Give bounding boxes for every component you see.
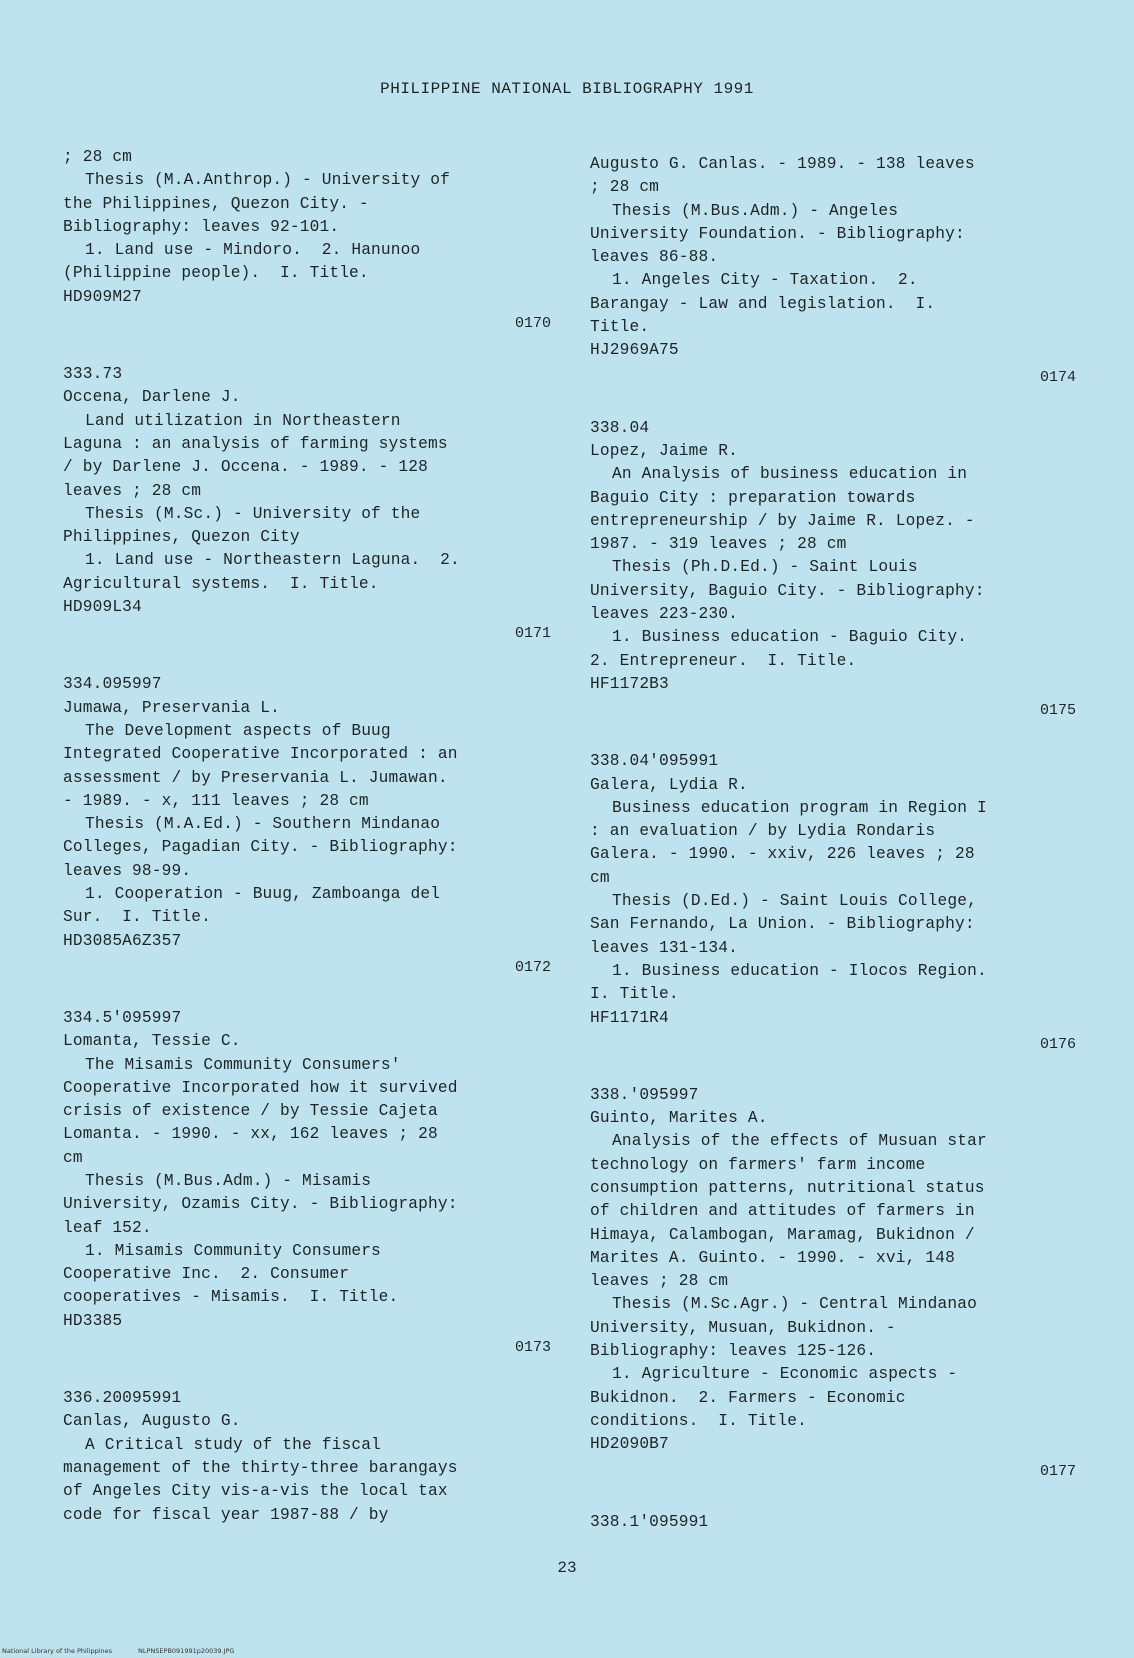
entry-line: HF1172B3 <box>590 674 669 693</box>
entry-line: I. Title. <box>590 985 679 1004</box>
entry-line: 1. Angeles City - Taxation. 2. <box>612 271 918 290</box>
entry-line: / by Darlene J. Occena. - 1989. - 128 <box>63 458 428 477</box>
bibliography-entry <box>590 153 1078 389</box>
entry-line: 1. Land use - Northeastern Laguna. 2. <box>85 551 460 570</box>
entry-line: HD909L34 <box>63 598 142 617</box>
entry-line: HF1171R4 <box>590 1008 669 1027</box>
entry-line: leaves 86-88. <box>590 248 719 267</box>
entry-line: 338.04 <box>590 418 650 437</box>
entry-line: Thesis (M.A.Ed.) - Southern Mindanao <box>85 815 441 834</box>
entry-line: 336.20095991 <box>63 1389 182 1408</box>
entry-line: Occena, Darlene J. <box>63 388 241 407</box>
entry-line: 338.1'095991 <box>590 1512 709 1531</box>
entry-number: 0174 <box>1039 368 1076 386</box>
entry-line: Jumawa, Preservania L. <box>63 698 281 717</box>
entry-line: 338.'095997 <box>590 1085 699 1104</box>
entry-line: Lomanta. - 1990. - xx, 162 leaves ; 28 <box>63 1125 438 1144</box>
entry-line: Philippines, Quezon City <box>63 528 300 547</box>
entry-line: code for fiscal year 1987-88 / by <box>63 1505 389 1524</box>
entry-line: Galera. - 1990. - xxiv, 226 leaves ; 28 <box>590 845 975 864</box>
entry-line: management of the thirty-three barangays <box>63 1458 458 1477</box>
bibliography-entry <box>63 1387 553 1527</box>
entry-line: 1. Business education - Ilocos Region. <box>612 961 987 980</box>
bibliography-entry <box>63 1007 553 1359</box>
entry-line: San Fernando, La Union. - Bibliography: <box>590 915 975 934</box>
entry-line: Bibliography: leaves 92-101. <box>63 217 340 236</box>
entry-line: 1. Land use - Mindoro. 2. Hanunoo <box>85 241 421 260</box>
entry-line: leaves ; 28 cm <box>590 1272 729 1291</box>
entry-line: cooperatives - Misamis. I. Title. <box>63 1288 399 1307</box>
entry-line: Cooperative Incorporated how it survived <box>63 1078 458 1097</box>
entry-line: (Philippine people). I. Title. <box>63 264 369 283</box>
entry-line: of Angeles City vis-a-vis the local tax <box>63 1482 448 1501</box>
entry-line: Thesis (M.A.Anthrop.) - University of <box>85 171 450 190</box>
bibliography-entry <box>63 363 553 645</box>
entry-line: ; 28 cm <box>590 178 660 197</box>
entry-line: A Critical study of the fiscal <box>85 1435 381 1454</box>
entry-line: HD3085A6Z357 <box>63 931 182 950</box>
entry-line: 334.5'095997 <box>63 1008 182 1027</box>
entry-line: : an evaluation / by Lydia Rondaris <box>590 822 936 841</box>
entry-line: leaves 223-230. <box>590 605 738 624</box>
entry-line: Cooperative Inc. 2. Consumer <box>63 1265 350 1284</box>
entry-line: technology on farmers' farm income <box>590 1155 926 1174</box>
entry-line: The Misamis Community Consumers' <box>85 1055 401 1074</box>
entry-line: cm <box>590 868 610 887</box>
entry-line: cm <box>63 1148 83 1167</box>
entry-line: Canlas, Augusto G. <box>63 1412 241 1431</box>
entry-line: Galera, Lydia R. <box>590 775 748 794</box>
entry-line: Bibliography: leaves 125-126. <box>590 1342 877 1361</box>
entry-line: - 1989. - x, 111 leaves ; 28 cm <box>63 791 369 810</box>
entry-line: leaves 131-134. <box>590 938 738 957</box>
entry-line: leaves 98-99. <box>63 861 192 880</box>
entry-line: HD909M27 <box>63 287 142 306</box>
entry-line: 338.04'095991 <box>590 752 719 771</box>
entry-line: 334.095997 <box>63 675 162 694</box>
entry-line: The Development aspects of Buug <box>85 721 391 740</box>
scan-filename: NLPNSEPB091991p20039.JPG <box>138 1647 235 1655</box>
entry-line: Sur. I. Title. <box>63 908 211 927</box>
bibliography-entry <box>590 750 1078 1056</box>
entry-number: 0171 <box>514 625 551 643</box>
entry-line: University, Ozamis City. - Bibliography: <box>63 1195 458 1214</box>
entry-line: Title. <box>590 318 650 337</box>
entry-line: University Foundation. - Bibliography: <box>590 224 965 243</box>
entry-line: assessment / by Preservania L. Jumawan. <box>63 768 448 787</box>
entry-line: 1. Agriculture - Economic aspects - <box>612 1365 958 1384</box>
entry-line: 2. Entrepreneur. I. Title. <box>590 651 857 670</box>
entry-line: the Philippines, Quezon City. - <box>63 194 369 213</box>
entry-number: 0170 <box>514 315 551 333</box>
entry-line: Land utilization in Northeastern <box>85 411 401 430</box>
entry-line: Bukidnon. 2. Farmers - Economic <box>590 1388 906 1407</box>
entry-line: Integrated Cooperative Incorporated : an <box>63 745 458 764</box>
entry-line: Thesis (D.Ed.) - Saint Louis College, <box>612 892 977 911</box>
bibliography-entry <box>590 417 1078 723</box>
entry-number: 0175 <box>1039 702 1076 720</box>
entry-line: leaf 152. <box>63 1218 152 1237</box>
bibliography-entry <box>590 1511 1078 1534</box>
entry-line: Baguio City : preparation towards <box>590 488 916 507</box>
entry-line: Augusto G. Canlas. - 1989. - 138 leaves <box>590 155 975 173</box>
entry-line: Thesis (M.Bus.Adm.) - Misamis <box>85 1171 372 1190</box>
bibliography-entry <box>590 1084 1078 1483</box>
entry-line: Business education program in Region I <box>612 798 987 817</box>
entry-line: Lopez, Jaime R. <box>590 441 738 460</box>
entry-line: entrepreneurship / by Jaime R. Lopez. - <box>590 511 975 530</box>
entry-number: 0173 <box>514 1339 551 1357</box>
entry-line: Himaya, Calambogan, Maramag, Bukidnon / <box>590 1225 975 1244</box>
entry-line: leaves ; 28 cm <box>63 481 202 500</box>
entry-line: Guinto, Marites A. <box>590 1109 768 1128</box>
entry-line: 1987. - 319 leaves ; 28 cm <box>590 535 847 554</box>
scan-footer <box>2 1647 234 1655</box>
entry-line: Marites A. Guinto. - 1990. - xvi, 148 <box>590 1248 955 1267</box>
library-credit: National Library of the Philippines <box>2 1647 113 1655</box>
entry-line: Analysis of the effects of Musuan star <box>612 1132 987 1151</box>
entry-line: 1. Misamis Community Consumers <box>85 1241 381 1260</box>
entry-line: HJ2969A75 <box>590 341 679 360</box>
entry-line: University, Baguio City. - Bibliography: <box>590 581 985 600</box>
entry-line: of children and attitudes of farmers in <box>590 1202 975 1221</box>
entry-number: 0177 <box>1039 1462 1076 1480</box>
entry-line: consumption patterns, nutritional status <box>590 1178 985 1197</box>
entry-line: Laguna : an analysis of farming systems <box>63 434 448 453</box>
right-column <box>590 153 1078 1534</box>
entry-line: HD3385 <box>63 1311 123 1330</box>
bibliography-entry <box>63 673 553 979</box>
entry-line: Colleges, Pagadian City. - Bibliography: <box>63 838 458 857</box>
entry-line: conditions. I. Title. <box>590 1411 808 1430</box>
left-column <box>63 146 553 1527</box>
entry-line: Thesis (M.Sc.) - University of the <box>85 504 421 523</box>
entry-line: HD2090B7 <box>590 1435 669 1454</box>
entry-number: 0176 <box>1039 1035 1076 1053</box>
entry-number: 0172 <box>514 958 551 976</box>
page-number: 23 <box>557 1559 577 1577</box>
entry-line: 1. Cooperation - Buug, Zamboanga del <box>85 885 441 904</box>
entry-line: Thesis (Ph.D.Ed.) - Saint Louis <box>612 558 918 577</box>
bibliography-entry <box>63 146 553 335</box>
entry-line: An Analysis of business education in <box>612 465 968 484</box>
entry-line: crisis of existence / by Tessie Cajeta <box>63 1102 438 1121</box>
entry-line: ; 28 cm <box>63 148 133 166</box>
entry-line: Thesis (M.Sc.Agr.) - Central Mindanao <box>612 1295 977 1314</box>
entry-line: Agricultural systems. I. Title. <box>63 574 379 593</box>
entry-line: Thesis (M.Bus.Adm.) - Angeles <box>612 201 899 220</box>
entry-line: 333.73 <box>63 365 123 384</box>
entry-line: 1. Business education - Baguio City. <box>612 628 968 647</box>
entry-line: Lomanta, Tessie C. <box>63 1032 241 1051</box>
entry-line: Barangay - Law and legislation. I. <box>590 294 936 313</box>
page-header: PHILIPPINE NATIONAL BIBLIOGRAPHY 1991 <box>380 80 754 98</box>
entry-line: University, Musuan, Bukidnon. - <box>590 1318 896 1337</box>
